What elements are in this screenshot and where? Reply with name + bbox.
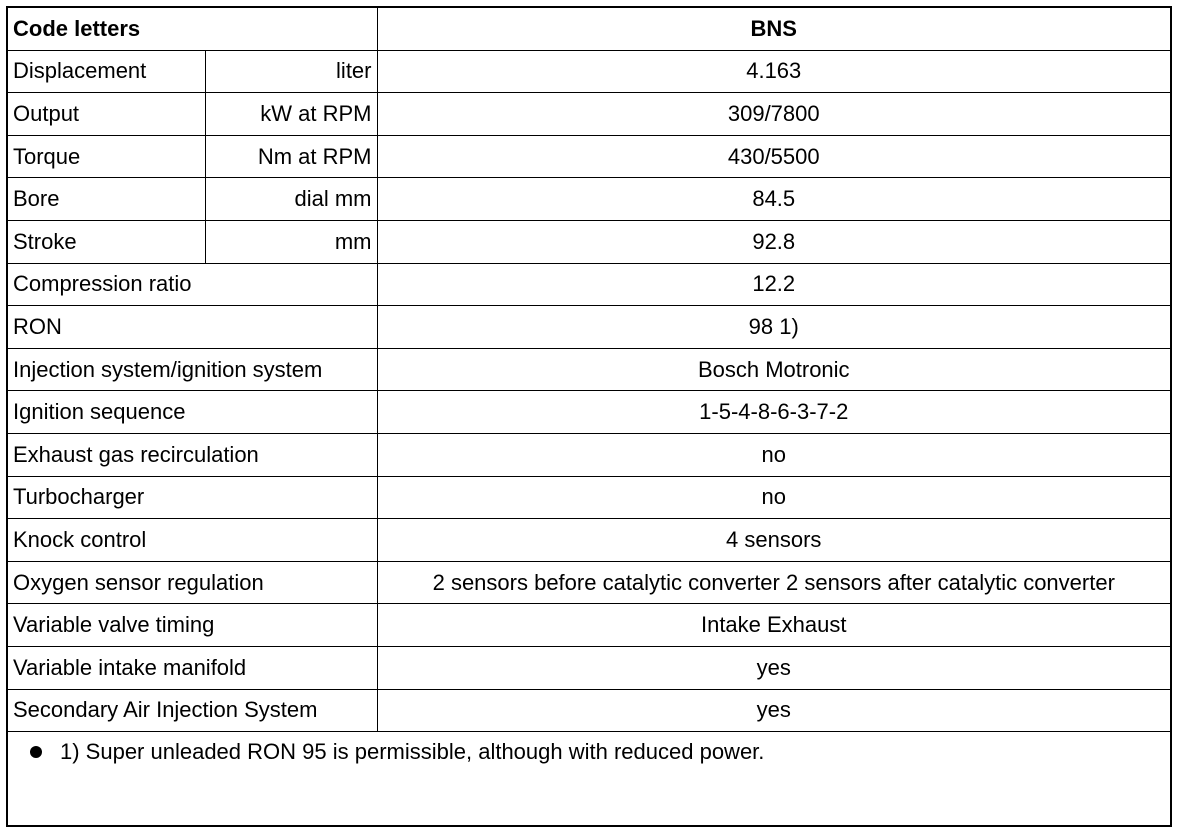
param-name: Knock control [8, 519, 377, 562]
param-unit: mm [205, 220, 377, 263]
param-value: 2 sensors before catalytic converter 2 sensors after catalytic converter [377, 561, 1170, 604]
param-value: yes [377, 646, 1170, 689]
param-name: Exhaust gas recirculation [8, 433, 377, 476]
spec-table-frame [6, 6, 1172, 827]
param-name: Turbocharger [8, 476, 377, 519]
engine-spec-table [8, 8, 1170, 732]
code-letters-label: Code letters [8, 8, 377, 50]
table-row [8, 604, 1170, 647]
param-value: no [377, 476, 1170, 519]
param-value: 430/5500 [377, 135, 1170, 178]
param-value: 1-5-4-8-6-3-7-2 [377, 391, 1170, 434]
table-row [8, 561, 1170, 604]
table-row [8, 433, 1170, 476]
param-unit: Nm at RPM [205, 135, 377, 178]
param-name: Bore [8, 178, 205, 221]
table-row [8, 646, 1170, 689]
table-row [8, 476, 1170, 519]
param-value: 92.8 [377, 220, 1170, 263]
param-value: Bosch Motronic [377, 348, 1170, 391]
param-value: 309/7800 [377, 93, 1170, 136]
engine-code: BNS [377, 8, 1170, 50]
param-name: Secondary Air Injection System [8, 689, 377, 732]
bullet-icon [30, 746, 42, 758]
table-row [8, 220, 1170, 263]
table-row [8, 689, 1170, 732]
footnote [30, 739, 764, 765]
table-row [8, 135, 1170, 178]
param-unit: liter [205, 50, 377, 93]
param-name: Injection system/ignition system [8, 348, 377, 391]
param-value: Intake Exhaust [377, 604, 1170, 647]
param-name: Ignition sequence [8, 391, 377, 434]
param-name: Output [8, 93, 205, 136]
param-name: Stroke [8, 220, 205, 263]
param-name: Compression ratio [8, 263, 377, 306]
param-value: 4.163 [377, 50, 1170, 93]
table-row [8, 50, 1170, 93]
param-name: Variable intake manifold [8, 646, 377, 689]
param-value: 84.5 [377, 178, 1170, 221]
table-row [8, 306, 1170, 349]
param-value: 12.2 [377, 263, 1170, 306]
table-row [8, 519, 1170, 562]
table-header-row [8, 8, 1170, 50]
param-name: Torque [8, 135, 205, 178]
footnote-text: 1) Super unleaded RON 95 is permissible, although with reduced power. [60, 739, 765, 764]
param-name: RON [8, 306, 377, 349]
param-name: Displacement [8, 50, 205, 93]
param-name: Variable valve timing [8, 604, 377, 647]
param-value: 4 sensors [377, 519, 1170, 562]
param-unit: kW at RPM [205, 93, 377, 136]
param-name: Oxygen sensor regulation [8, 561, 377, 604]
param-value: 98 1) [377, 306, 1170, 349]
table-row [8, 348, 1170, 391]
table-row [8, 263, 1170, 306]
param-value: no [377, 433, 1170, 476]
table-row [8, 178, 1170, 221]
table-row [8, 391, 1170, 434]
param-unit: dial mm [205, 178, 377, 221]
param-value: yes [377, 689, 1170, 732]
table-row [8, 93, 1170, 136]
